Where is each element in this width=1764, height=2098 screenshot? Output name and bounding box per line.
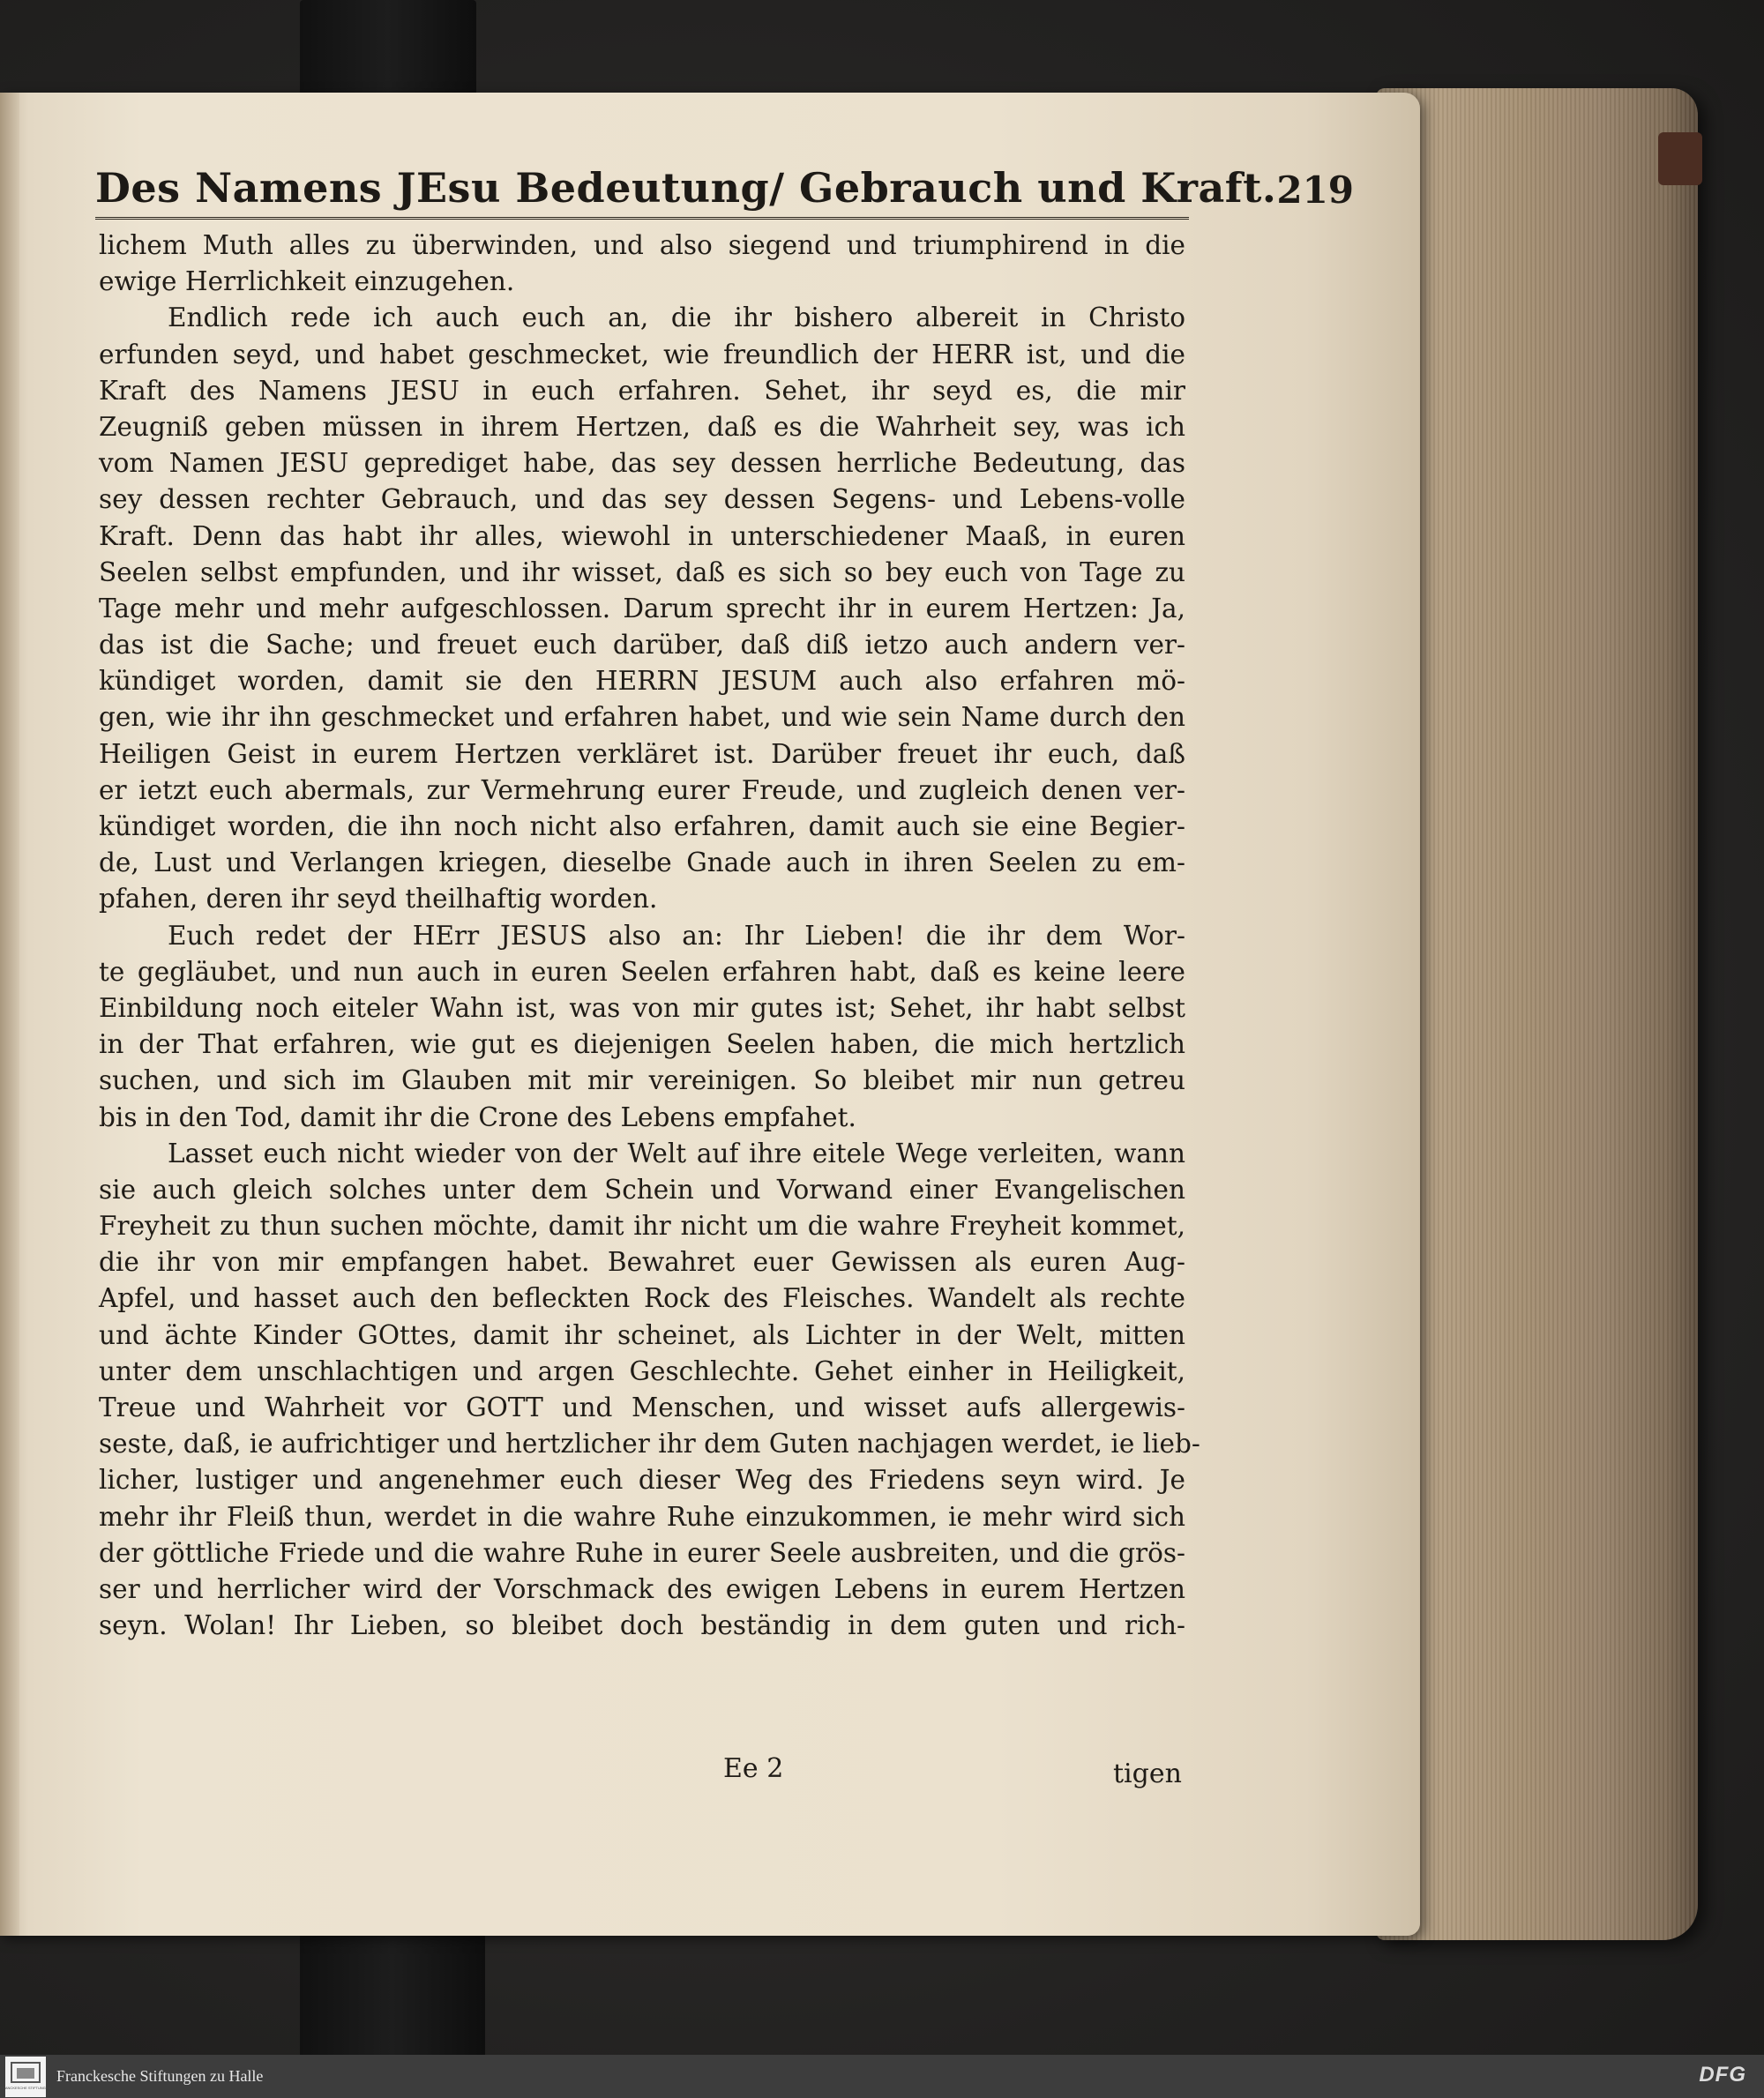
text-line: licher, lustiger und angenehmer euch dieser Weg des Friedens seyn wird. Je	[99, 1465, 1185, 1496]
text-line: vom Namen JESU geprediget habe, das sey dessen herrliche Bedeutung, das	[99, 448, 1185, 479]
text-line: Seelen selbst empfunden, und ihr wisset, daß es sich so bey euch von Tage zu	[99, 556, 1185, 587]
text-line: die ihr von mir empfangen habet. Bewahret euer Gewissen als euren Aug-	[99, 1247, 1185, 1278]
text-line: sey dessen rechter Gebrauch, und das sey dessen Segens- und Lebens-volle	[99, 484, 1185, 515]
institution-name[interactable]: Franckesche Stiftungen zu Halle	[56, 2067, 264, 2085]
text-line: Apfel, und hasset auch den befleckten Rock des Fleisches. Wandelt als rechte	[99, 1283, 1185, 1314]
page-gutter	[0, 93, 19, 1936]
text-line: Lasset euch nicht wieder von der Welt auf ihre eitele Wege verleiten, wann	[168, 1138, 1185, 1168]
page-edges	[1376, 88, 1698, 1940]
text-line: ser und herrlicher wird der Vorschmack des ewigen Lebens in eurem Hertzen	[99, 1573, 1185, 1604]
signature-mark: Ee 2	[723, 1753, 784, 1784]
text-line: seyn. Wolan! Ihr Lieben, so bleibet doch beständig in dem guten und rich-	[99, 1610, 1185, 1641]
footer-bar	[0, 2055, 1764, 2098]
institution-logo[interactable]	[0, 2057, 51, 2097]
text-line: te gegläubet, und nun auch in euren Seelen erfahren habt, daß es keine leere	[99, 956, 1185, 987]
body-text	[99, 228, 1200, 1644]
running-header	[95, 150, 1355, 212]
text-line: Kraft des Namens JESU in euch erfahren. Sehet, ihr seyd es, die mir	[99, 375, 1185, 406]
header-rule	[95, 217, 1189, 220]
catchword: tigen	[1113, 1758, 1182, 1789]
text-line: gen, wie ihr ihn geschmecket und erfahren habet, und wie sein Name durch den	[99, 702, 1185, 733]
cradle-post-bottom	[300, 1931, 485, 2064]
text-line: bis in den Tod, damit ihr die Crone des Lebens empfahet.	[99, 1101, 856, 1132]
text-line: kündiget worden, damit sie den HERRN JESUM auch also erfahren mö-	[99, 666, 1185, 697]
cradle-post-top	[300, 0, 476, 97]
text-line: Heiligen Geist in eurem Hertzen verkläret ist. Darüber freuet ihr euch, daß	[99, 738, 1185, 769]
text-line: in der That erfahren, wie gut es diejenigen Seelen haben, die mich hertzlich	[99, 1029, 1185, 1060]
text-line: Freyheit zu thun suchen möchte, damit ihr nicht um die wahre Freyheit kommet,	[99, 1211, 1185, 1242]
text-line: Endlich rede ich auch euch an, die ihr bishero albereit in Christo	[168, 302, 1185, 333]
text-line: ewige Herrlichkeit einzugehen.	[99, 266, 515, 297]
text-line: erfunden seyd, und habet geschmecket, wie freundlich der HERR ist, und die	[99, 339, 1185, 370]
text-line: Kraft. Denn das habt ihr alles, wiewohl in unterschiedener Maaß, in euren	[99, 520, 1185, 551]
text-line: mehr ihr Fleiß thun, werdet in die wahre Ruhe einzukommen, ie mehr wird sich	[99, 1501, 1185, 1532]
text-line: das ist die Sache; und freuet euch darüber, daß diß ietzo auch andern ver-	[99, 630, 1185, 661]
text-line: Einbildung noch eiteler Wahn ist, was von mir gutes ist; Sehet, ihr habt selbst	[99, 992, 1185, 1023]
logo-icon	[0, 2059, 51, 2094]
text-line: der göttliche Friede und die wahre Ruhe in eurer Seele ausbreiten, und die grös-	[99, 1537, 1185, 1568]
book-cover-corner	[1658, 132, 1702, 185]
logo-caption: FRANCKESCHE STIFTUNGEN	[0, 2085, 51, 2090]
running-title: Des Namens JEsu Bedeutung/ Gebrauch und Kraft.	[95, 164, 1277, 212]
text-line: kündiget worden, die ihn noch nicht also erfahren, damit auch sie eine Begier-	[99, 811, 1185, 841]
text-line: Euch redet der HErr JESUS also an: Ihr Lieben! die ihr dem Wor-	[168, 920, 1185, 951]
text-line: pfahen, deren ihr seyd theilhaftig worden.	[99, 884, 658, 915]
text-line: lichem Muth alles zu überwinden, und also siegend und triumphirend in die	[99, 230, 1185, 260]
dfg-logo[interactable]: DFG	[1699, 2063, 1746, 2087]
text-line: er ietzt euch abermals, zur Vermehrung eurer Freude, und zugleich denen ver-	[99, 774, 1185, 805]
text-line: unter dem unschlachtigen und argen Geschlechte. Gehet einher in Heiligkeit,	[99, 1355, 1185, 1386]
text-line: suchen, und sich im Glauben mit mir vereinigen. So bleibet mir nun getreu	[99, 1065, 1185, 1096]
text-line: seste, daß, ie aufrichtiger und hertzlicher ihr dem Guten nachjagen werdet, ie lieb-	[99, 1429, 1200, 1460]
text-line: Tage mehr und mehr aufgeschlossen. Darum sprecht ihr in eurem Hertzen: Ja,	[99, 593, 1185, 623]
text-line: und ächte Kinder GOttes, damit ihr scheinet, als Lichter in der Welt, mitten	[99, 1319, 1185, 1350]
text-line: Zeugniß geben müssen in ihrem Hertzen, daß es die Wahrheit sey, was ich	[99, 411, 1185, 442]
text-line: sie auch gleich solches unter dem Schein und Vorwand einer Evangelischen	[99, 1174, 1185, 1205]
text-line: de, Lust und Verlangen kriegen, dieselbe Gnade auch in ihren Seelen zu em-	[99, 847, 1185, 878]
page-number: 219	[1276, 168, 1355, 212]
text-line: Treue und Wahrheit vor GOTT und Menschen, und wisset aufs allergewis-	[99, 1392, 1185, 1422]
